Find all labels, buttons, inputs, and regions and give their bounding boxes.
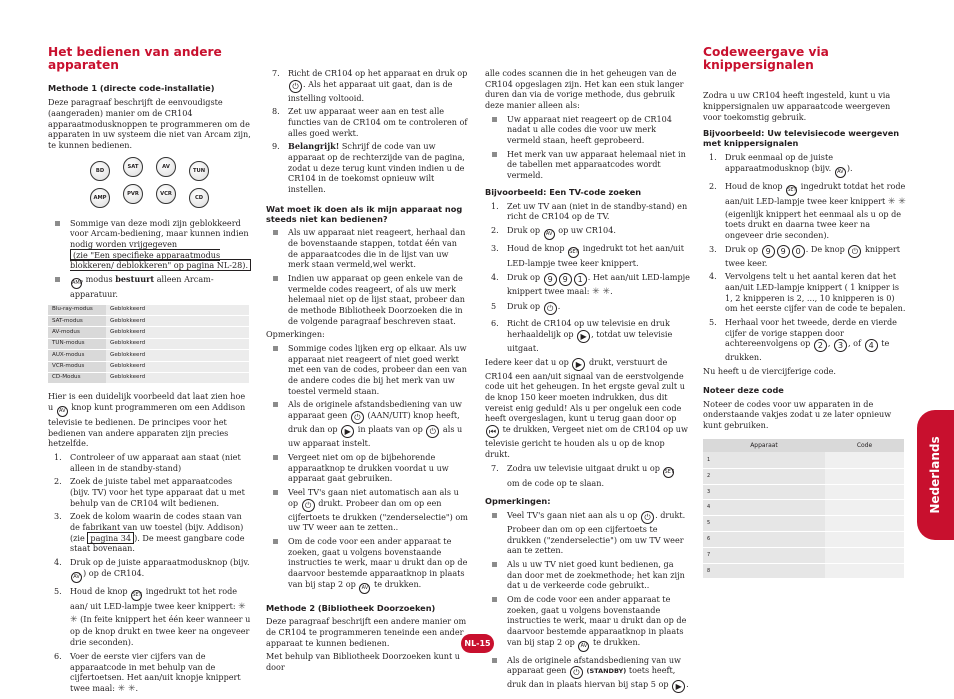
text: toets heeft, druk dan in plaats hiervan bij stap 5 op bbox=[507, 665, 676, 690]
power-icon: ⏻ bbox=[351, 411, 364, 424]
record-code-heading: Noteer deze code bbox=[703, 384, 784, 395]
set-icon: SET bbox=[663, 467, 674, 478]
text: , totdat uw televisie uitgaat. bbox=[507, 329, 673, 354]
mode-name-cell: SAT-modus bbox=[48, 316, 106, 327]
bullet-text: modus bbox=[83, 273, 116, 284]
mode-status-cell: Geblokkeerd bbox=[106, 316, 249, 327]
text: Als de originele afstandsbediening van uw apparaat geen bbox=[507, 654, 681, 676]
record-code-text: Noteer de codes voor uw apparaten in de onderstaande vakjes zodat u ze later opnieuw kunt gebruiken. bbox=[703, 398, 892, 430]
step-2: 2. Zoek de juiste tabel met apparaatcodes (bijv. TV) voor het type apparaat dat u met behulp van de CR104 wilt bedienen. bbox=[54, 476, 245, 508]
code-entry-cell[interactable] bbox=[825, 563, 904, 579]
device-entry-cell[interactable]: 3 bbox=[703, 484, 825, 500]
mode-name-cell: Blu-ray-modus bbox=[48, 305, 106, 316]
digit-2-icon: 2 bbox=[814, 339, 827, 352]
method2-text: Met behulp van Bibliotheek Doorzoeken kunt u door bbox=[266, 651, 460, 673]
sat-button-icon: SAT bbox=[123, 157, 143, 177]
table-row bbox=[48, 350, 249, 361]
text: Druk op bbox=[507, 301, 541, 312]
text: . Het aan/uit LED-lampje knippert twee maal: bbox=[507, 271, 690, 296]
bold-text: Belangrijk! bbox=[288, 141, 340, 152]
av-icon: AV bbox=[578, 641, 589, 652]
text: Druk op bbox=[725, 243, 759, 254]
text: te drukken. bbox=[373, 578, 422, 589]
power-icon: ⏻ bbox=[848, 245, 861, 258]
code-entry-cell[interactable] bbox=[825, 500, 904, 516]
text: Controleer of uw apparaat aan staat (niet alleen in de standby-stand) bbox=[70, 452, 241, 473]
column-far-right bbox=[703, 46, 907, 579]
play-icon: ▶ bbox=[577, 330, 590, 343]
text: Houd de knop bbox=[507, 242, 565, 253]
step-1: 1. Zet uw TV aan (niet in de standby-stand) en richt de CR104 op de TV. bbox=[491, 200, 688, 222]
text: . drukt. Probeer dan om op een cijfertoets te drukken ("zenderselectie") om uw TV weer aan te zetten. bbox=[507, 510, 686, 556]
list-item: Het merk van uw apparaat helemaal niet in de tabellen met apparaatcodes wordt vermeld. bbox=[485, 149, 690, 181]
step-3: 3. Druk op 9 9 0 . De knop ⏻ knippert twee keer. bbox=[709, 243, 900, 268]
av-icon: AV bbox=[835, 167, 846, 178]
text: in plaats van op bbox=[357, 424, 423, 435]
table-row bbox=[48, 316, 249, 327]
text: (AAN/UIT) knop heeft, druk dan op bbox=[288, 410, 460, 435]
digit-0-icon: 0 bbox=[792, 245, 805, 258]
list-item: Als de originele afstandsbediening van uw apparaat geen ⏻ (STANDBY) toets heeft, druk dan in plaats hiervan bij stap 5 op ▶ . bbox=[485, 655, 690, 694]
set-icon: SET bbox=[568, 247, 579, 258]
text: om de code op te slaan. bbox=[507, 477, 605, 488]
text: Zet uw apparaat weer aan en test alle functies van de CR104 om te controleren of alles goed werkt. bbox=[288, 106, 468, 138]
power-icon: ⏻ bbox=[289, 80, 302, 93]
column-middle bbox=[266, 68, 468, 676]
av-icon: AV bbox=[57, 406, 68, 417]
step-5: 5. Houd de knop SET ingedrukt tot het rode aan/ uit LED-lampje twee keer knippert: ✳ ✳ (In feite knippert het één keer wanneer u op de knop drukt en twee keer na ongeveer drie seconden). bbox=[54, 585, 251, 648]
power-icon: ⏻ bbox=[544, 302, 557, 315]
code-entry-cell[interactable] bbox=[825, 531, 904, 547]
bd-button-icon: BD bbox=[90, 161, 110, 181]
digit-9-icon: 9 bbox=[777, 245, 790, 258]
table-row bbox=[703, 516, 904, 532]
method2-intro: Deze paragraaf beschrijft een andere manier om de CR104 te programmeren teneinde een ander apparaat te kunnen bedienen. bbox=[266, 616, 467, 648]
page-number: NL-15 bbox=[461, 634, 494, 653]
mode-notes-list bbox=[48, 218, 252, 300]
standby-icon: ⏻ bbox=[570, 666, 583, 679]
list-item bbox=[485, 594, 690, 652]
table-row bbox=[703, 563, 904, 579]
mode-name-cell: TUN-modus bbox=[48, 338, 106, 349]
table-row bbox=[48, 338, 249, 349]
device-entry-cell[interactable]: 6 bbox=[703, 531, 825, 547]
digit-3-icon: 3 bbox=[834, 339, 847, 352]
text: drukt. Probeer dan om op een cijfertoets te drukken ("zenderselectie") om uw TV weer aan te zetten.. bbox=[288, 497, 468, 533]
list-item: Uw apparaat niet reageert op de CR104 nadat u alle codes die voor uw merk vermeld staan, heeft geprobeerd. bbox=[485, 114, 690, 146]
notes-list bbox=[485, 510, 690, 693]
cd-button-icon: CD bbox=[189, 188, 209, 208]
device-buttons bbox=[90, 161, 252, 208]
table-row bbox=[703, 547, 904, 563]
text: Om de code voor een ander apparaat te zoeken, gaat u volgens bovenstaande instructies te werk, maar u drukt dan op de daarvoor bestemde apparaatknop in plaats van bij stap 2 op bbox=[288, 535, 468, 589]
table-row bbox=[703, 468, 904, 484]
blink-icon: ✳ ✳ bbox=[70, 601, 246, 625]
mode-status-table bbox=[48, 305, 249, 385]
blink-steps bbox=[703, 152, 907, 363]
language-tab bbox=[917, 410, 954, 540]
method1-intro: Deze paragraaf beschrijft de eenvoudigste (aangeraden) manier om de CR104 apparaatmodusknoppen te programmeren om de apparaten in uw systeem die niet van Arcam zijn, te kunnen bedienen. bbox=[48, 97, 251, 150]
text: Herhaal voor het tweede, derde en vierde cijfer de vorige stappen door achtereenvolgens op bbox=[725, 316, 897, 349]
text: ). De meest gangbare code staat bovenaan. bbox=[70, 532, 245, 554]
step-3: 3. Houd de knop SET ingedrukt tot het aan/uit LED-lampje twee keer knippert. bbox=[491, 242, 684, 268]
text: te drukken, Vergeet niet om de CR104 op uw televisie gericht te houden als u op de knop drukt. bbox=[485, 424, 688, 459]
text: Richt de CR104 op uw televisie en druk herhaaldelijk op bbox=[507, 318, 670, 340]
code-entry-cell[interactable] bbox=[825, 516, 904, 532]
power-icon: ⏻ bbox=[641, 511, 654, 524]
step-1: 1. Druk eenmaal op de juiste apparaatmodusknop (bijv. AV ). bbox=[703, 152, 907, 178]
text: op uw CR104. bbox=[558, 224, 616, 235]
text: . De knop bbox=[805, 243, 845, 254]
text: Om de code voor een ander apparaat te zoeken, gaat u volgens bovenstaande instructies te werk, maar u drukt dan op de daarvoor bestemde apparaatknop in plaats van bij stap 2 op bbox=[507, 594, 687, 647]
step-2: 2. Houd de knop SET ingedrukt totdat het rode aan/uit LED-lampje twee keer knippert ✳ ✳ (eigenlijk knippert het eenmaal als u op de toets drukt en daarna twee keer na ongeveer drie seconden). bbox=[709, 180, 906, 240]
table-row bbox=[48, 361, 249, 372]
amp-icon: AMP bbox=[71, 278, 82, 289]
code-entry-cell[interactable] bbox=[825, 547, 904, 563]
step-1: 1. Controleer of uw apparaat aan staat (niet alleen in de standby-stand) bbox=[54, 452, 241, 473]
blink-icon: ✳ ✳ bbox=[887, 196, 906, 207]
text: (eigenlijk knippert het eenmaal als u op de toets drukt en daarna twee keer na ongeveer drie seconden). bbox=[725, 208, 902, 240]
table-row bbox=[703, 500, 904, 516]
list-item: Als u uw TV niet goed kunt bedienen, ga dan door met de zoekmethode; het kan zijn dat u de verkeerde code gebruikt.. bbox=[485, 559, 690, 591]
blink-intro: Zodra u uw CR104 heeft ingesteld, kunt u via knippersignalen uw apparaatcode weergeven voor toekomstig gebruik. bbox=[703, 90, 891, 122]
step-4: 4. Vervolgens telt u het aantal keren dat het aan/uit LED-lampje knippert ( 1 knipper is 1, 2 knipperen is 2, ..., 10 knipperen is 0) om het eerste cijfer van de code te bepalen. bbox=[709, 271, 906, 314]
power-icon: ⏻ bbox=[302, 499, 315, 512]
device-entry-cell[interactable]: 7 bbox=[703, 547, 825, 563]
install-steps-continued bbox=[266, 68, 468, 195]
text: Veel TV's gaan niet automatisch aan als u op bbox=[288, 486, 459, 508]
mode-name-cell: AUX-modus bbox=[48, 350, 106, 361]
text: als u uw apparaat instelt. bbox=[288, 424, 463, 449]
conditions-list bbox=[485, 114, 690, 181]
text: Zodra uw televisie uitgaat drukt u op bbox=[507, 462, 660, 473]
list-item: Indien uw apparaat op geen enkele van de vermelde codes reageert, of als uw merk helemaal niet op de lijst staat, probeer dan de methode Bibliotheek Doorzoeken die in de volgende paragraaf beschreven staat. bbox=[266, 273, 468, 326]
amp-button-icon: AMP bbox=[90, 188, 110, 208]
method1-heading: Methode 1 (directe code-installatie) bbox=[48, 83, 215, 94]
mode-name-cell: VCR-modus bbox=[48, 361, 106, 372]
step-8: 8. Zet uw apparaat weer aan en test alle functies van de CR104 om te controleren of alles goed werkt. bbox=[272, 106, 468, 138]
step-3: 3. Zoek de kolom waarin de codes staan van de fabrikant van uw toestel (bijv. Addison) (zie pagina 34 ). De meest gangbare code staat bovenaan. bbox=[54, 511, 245, 554]
set-icon: SET bbox=[131, 590, 142, 601]
bullet-text: Sommige van deze modi zijn geblokkeerd voor Arcam-bediening, maar kunnen indien nodig worden vrijgegeven bbox=[70, 217, 249, 249]
text: Hier is een duidelijk voorbeeld dat laat zien hoe u bbox=[48, 391, 246, 412]
text: Zoek de juiste tabel met apparaatcodes (bijv. TV) voor het type apparaat dat u met behulp van de CR104 wilt bedienen. bbox=[70, 476, 245, 508]
text: ). bbox=[846, 162, 853, 173]
method2-heading: Methode 2 (Bibliotheek Doorzoeken) bbox=[266, 602, 436, 613]
step-2: 2. Druk op AV op uw CR104. bbox=[485, 225, 690, 240]
av-button-icon: AV bbox=[156, 157, 176, 177]
list-item bbox=[485, 510, 690, 556]
four-digit-note: Nu heeft u de viercijferige code. bbox=[703, 365, 836, 376]
vcr-button-icon: VCR bbox=[156, 184, 176, 204]
step-4: 4. Druk op 9 9 1 . Het aan/uit LED-lampje knippert twee maal: ✳ ✳. bbox=[491, 271, 690, 297]
list-item bbox=[266, 536, 468, 594]
digit-4-icon: 4 bbox=[865, 339, 878, 352]
text: knippert twee keer. bbox=[725, 243, 900, 268]
device-entry-cell[interactable]: 1 bbox=[703, 452, 825, 468]
code-record-table bbox=[703, 439, 904, 580]
table-row bbox=[703, 452, 904, 468]
column-left bbox=[48, 46, 252, 699]
mode-status-cell: Geblokkeerd bbox=[106, 372, 249, 383]
text: Zoek de kolom waarin de codes staan van de fabrikant van uw toestel (bijv. Addison) (zie bbox=[70, 511, 244, 543]
step-6: 6. Voer de eerste vier cijfers van de apparaatcode in met behulp van de cijfertoetsen. Het aan/uit knopje knippert twee maal: ✳ ✳. bbox=[54, 650, 241, 694]
av-icon: AV bbox=[544, 229, 555, 240]
mode-name-cell: CD-Modus bbox=[48, 372, 106, 383]
table-row bbox=[703, 531, 904, 547]
list-item bbox=[266, 399, 468, 448]
search-explanation bbox=[485, 357, 690, 460]
column-header-code: Code bbox=[825, 439, 904, 453]
step-5: 5. Herhaal voor het tweede, derde en vierde cijfer de vorige stappen door achtereenvolgens op 2 , 3 , of 4 te drukken. bbox=[709, 316, 897, 363]
mode-status-cell: Geblokkeerd bbox=[106, 338, 249, 349]
column-header-device: Apparaat bbox=[703, 439, 825, 453]
page-link[interactable]: pagina 34 bbox=[87, 532, 134, 544]
digit-1-icon: 1 bbox=[574, 273, 587, 286]
text: ingedrukt tot het aan/uit LED-lampje twee keer knippert. bbox=[507, 242, 684, 268]
play-icon: ▶ bbox=[672, 680, 685, 693]
step-6: 6. Richt de CR104 op uw televisie en druk herhaaldelijk op ▶ , totdat uw televisie uitgaat. bbox=[491, 318, 673, 354]
table-row bbox=[48, 305, 249, 316]
standby-label: (STANDBY) bbox=[586, 667, 627, 676]
previous-icon: ⏮ bbox=[486, 425, 499, 438]
text: Richt de CR104 op het apparaat en druk op bbox=[288, 68, 468, 78]
step-7: 7. Zodra uw televisie uitgaat drukt u op SET om de code op te slaan. bbox=[491, 462, 674, 488]
text: ingedrukt tot het rode aan/ uit LED-lampje twee keer knippert: bbox=[70, 585, 238, 611]
notes-heading: Opmerkingen: bbox=[485, 496, 551, 507]
text: Veel TV's gaan niet aan als u op bbox=[507, 510, 638, 521]
set-icon: SET bbox=[786, 185, 797, 196]
list-item: Sommige codes lijken erg op elkaar. Als uw apparaat niet reageert of niet goed werkt met een van de codes, probeer dan een van de andere codes die bij het merk van uw toestel vermeld staan. bbox=[266, 343, 468, 396]
mode-status-cell: Geblokkeerd bbox=[106, 350, 249, 361]
troubleshoot-heading: Wat moet ik doen als ik mijn apparaat nog steeds niet kan bedienen? bbox=[266, 203, 463, 224]
search-steps bbox=[485, 201, 690, 354]
text: Houd de knop bbox=[725, 180, 783, 191]
library-search-text: alle codes scannen die in het geheugen van de CR104 opgeslagen zijn. Het kan een stuk langer duren dan via de vorige methode, dus gebruik deze manier alleen als: bbox=[485, 68, 684, 111]
text: Druk op bbox=[507, 224, 541, 235]
power-icon: ⏻ bbox=[426, 425, 439, 438]
text: Iedere keer dat u op bbox=[485, 356, 569, 367]
notes-list bbox=[266, 343, 468, 593]
mode-status-cell: Geblokkeerd bbox=[106, 327, 249, 338]
install-steps bbox=[48, 452, 252, 696]
list-item bbox=[48, 274, 252, 300]
list-item bbox=[48, 218, 252, 271]
mode-status-cell: Geblokkeerd bbox=[106, 361, 249, 372]
text: Vervolgens telt u het aantal keren dat het aan/uit LED-lampje knippert ( 1 knipper is 1, 2 knipperen is 2, ..., 10 knipperen is 0) om het eerste cijfer van de code te bepalen. bbox=[725, 271, 906, 314]
text: te drukken. bbox=[725, 338, 890, 363]
bullet-text: alleen Arcam-apparatuur. bbox=[70, 273, 214, 299]
list-item: Als uw apparaat niet reageert, herhaal dan de bovenstaande stappen, totdat één van de apparaatcodes die in de lijst van uw merk staan vermeld,wel werkt. bbox=[266, 227, 468, 270]
digit-9-icon: 9 bbox=[544, 273, 557, 286]
troubleshoot-list bbox=[266, 227, 468, 326]
device-entry-cell[interactable]: 8 bbox=[703, 563, 825, 579]
step-5: 5 Druk op ⏻ . bbox=[491, 301, 561, 314]
search-steps-end bbox=[485, 463, 690, 489]
cross-reference-link[interactable]: (zie "Een specifieke apparaatmodus blokkeren/ deblokkeren" op pagina NL-28). bbox=[70, 249, 251, 272]
tv-code-example-heading: Bijvoorbeeld: Een TV-code zoeken bbox=[485, 186, 642, 197]
text: (In feite knippert het één keer wanneer u op de knop drukt en twee keer na ongeveer drie seconden). bbox=[70, 613, 251, 648]
text: ingedrukt totdat het rode aan/uit LED-lampje twee keer knippert bbox=[725, 180, 906, 206]
step-4: 4. Druk op de juiste apparaatmodusknop (bijv. AV ) op de CR104. bbox=[48, 557, 252, 583]
text: Druk eenmaal op de juiste apparaatmodusknop (bijv. bbox=[725, 152, 834, 173]
play-icon: ▶ bbox=[341, 425, 354, 438]
device-entry-cell[interactable]: 5 bbox=[703, 516, 825, 532]
table-row bbox=[48, 327, 249, 338]
notes-label: Opmerkingen: bbox=[266, 329, 325, 340]
step-9: 9. Belangrijk! Schrijf de code van uw apparaat op de rechterzijde van de pagina, zodat u deze terug kunt vinden indien u de CR104 in de toekomst opnieuw wilt instellen. bbox=[272, 141, 465, 195]
device-entry-cell[interactable]: 2 bbox=[703, 468, 825, 484]
section-heading-other-devices: Het bedienen van andere apparaten bbox=[48, 45, 222, 73]
code-entry-cell[interactable] bbox=[825, 468, 904, 484]
blink-icon: ✳ ✳ bbox=[592, 286, 611, 297]
bold-text: bestuurt bbox=[115, 273, 155, 284]
text: Als de originele afstandsbediening van uw apparaat geen bbox=[288, 399, 462, 421]
blink-example-heading: Bijvoorbeeld: Uw televisiecode weergeven met knippersignalen bbox=[703, 128, 900, 149]
digit-9-icon: 9 bbox=[762, 245, 775, 258]
blink-icon: ✳ ✳ bbox=[117, 683, 136, 694]
play-icon: ▶ bbox=[572, 358, 585, 371]
text: Voer de eerste vier cijfers van de apparaatcode in met behulp van de cijfertoetsen. Het aan/uit knopje knippert twee maal: bbox=[70, 650, 241, 693]
av-icon: AV bbox=[71, 572, 82, 583]
table-row bbox=[703, 484, 904, 500]
list-item bbox=[266, 487, 468, 533]
text: drukt, verstuurt de CR104 een aan/uit signaal van de eerstvolgende code uit het geheugen. In het ergste geval zult u de knop 150 keer moeten indrukken, dus dit vereist enig geduld! Als u per ongeluk een code heeft overgeslagen, kunt u terug gaan door op bbox=[485, 356, 685, 424]
text: . Als het apparaat uit gaat, dan is de instelling voltooid. bbox=[288, 78, 453, 103]
table-row bbox=[48, 372, 249, 383]
text: knop kunt programmeren om een Addison televisie te bedienen. De principes voor het bedienen van andere apparaten zijn precies hetzelfde. bbox=[48, 402, 246, 449]
digit-9-icon: 9 bbox=[559, 273, 572, 286]
text: Druk op de juiste apparaatmodusknop (bijv. bbox=[70, 557, 250, 568]
device-entry-cell[interactable]: 4 bbox=[703, 500, 825, 516]
code-entry-cell[interactable] bbox=[825, 484, 904, 500]
column-right bbox=[485, 68, 690, 696]
step-7: 7. Richt de CR104 op het apparaat en druk op ⏻ . Als het apparaat uit gaat, dan is de instelling voltooid. bbox=[272, 68, 468, 103]
pvr-button-icon: PVR bbox=[123, 184, 143, 204]
list-item: Vergeet niet om op de bijbehorende apparaatknop te drukken voordat u uw apparaat gaat gebruiken. bbox=[266, 452, 468, 484]
section-heading-blink-code: Codeweergave via knippersignalen bbox=[703, 45, 829, 73]
text: Zet uw TV aan (niet in de standby-stand) en richt de CR104 op de TV. bbox=[507, 200, 688, 222]
mode-status-cell: Geblokkeerd bbox=[106, 305, 249, 316]
text: Houd de knop bbox=[70, 585, 128, 596]
language-label: Nederlands bbox=[927, 436, 942, 514]
text: Druk op bbox=[507, 271, 541, 282]
tun-button-icon: TUN bbox=[189, 161, 209, 181]
text: Schrijf de code van uw apparaat op de rechterzijde van de pagina, zodat u deze terug kunt vinden indien u de CR104 in de toekomst opnieuw wilt instellen. bbox=[288, 141, 465, 195]
text: te drukken. bbox=[592, 636, 641, 647]
code-entry-cell[interactable] bbox=[825, 452, 904, 468]
mode-name-cell: AV-modus bbox=[48, 327, 106, 338]
example-paragraph bbox=[48, 391, 252, 449]
av-icon: AV bbox=[359, 583, 370, 594]
text: ) op de CR104. bbox=[83, 567, 145, 578]
